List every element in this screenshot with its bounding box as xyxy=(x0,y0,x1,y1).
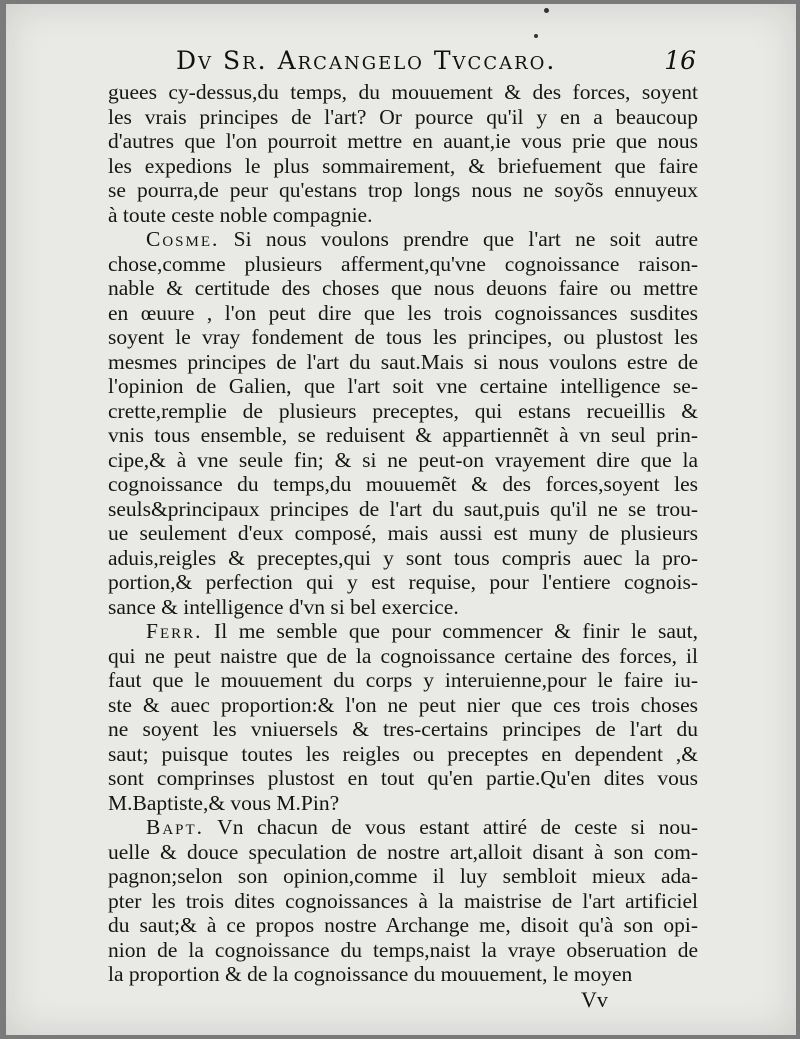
paragraph xyxy=(108,619,698,815)
line-text: portion,& perfection qui y est requise, pour l'entiere cognois- xyxy=(108,570,698,594)
speaker-name: Ferr. xyxy=(146,619,203,643)
text-line xyxy=(108,325,698,350)
line-text: qui ne peut naistre que de la cognoissance certaine des forces, il xyxy=(108,643,698,668)
body-text xyxy=(108,80,698,987)
catchword: Vv xyxy=(581,987,608,1012)
text-line xyxy=(108,252,698,277)
line-text: ne soyent les vniuersels & tres-certains principes de l'art du xyxy=(108,717,698,741)
line-text: Il me semble que pour commencer & finir le saut, xyxy=(214,619,699,643)
text-line xyxy=(108,717,698,742)
line-text: cognoissance du temps,du mouuemẽt & des forces,soyent les xyxy=(108,472,698,496)
line-text: sance & intelligence d'vn si bel exercice. xyxy=(108,594,459,619)
text-line xyxy=(108,497,698,522)
text-line xyxy=(108,840,698,865)
line-text: M.Baptiste,& vous M.Pin? xyxy=(108,790,340,815)
line-text: sont comprinses plustost en tout qu'en partie.Qu'en dites vous xyxy=(108,766,698,790)
text-line xyxy=(108,742,698,767)
line-text: ue seulement d'eux composé, mais aussi est muny de plusieurs xyxy=(108,521,698,545)
page-header xyxy=(176,46,696,80)
ink-speck xyxy=(544,8,549,13)
line-text: pter les trois dites cognoissances à la maistrise de l'art artificiel xyxy=(108,888,698,913)
ink-speck xyxy=(534,34,538,38)
line-text: Vn chacun de vous estant attiré de ceste si nou- xyxy=(217,815,698,839)
text-line xyxy=(108,791,698,816)
book-page xyxy=(6,4,796,1035)
text-line xyxy=(108,178,698,203)
line-text: les vrais principes de l'art? Or pource qu'il y en a beaucoup xyxy=(108,104,698,129)
text-line xyxy=(108,570,698,595)
line-text: Si nous voulons prendre que l'art ne soit autre xyxy=(233,227,699,251)
text-line xyxy=(108,105,698,130)
text-line xyxy=(108,815,698,840)
text-line xyxy=(108,521,698,546)
text-line xyxy=(108,619,698,644)
text-line xyxy=(108,423,698,448)
text-line xyxy=(108,80,698,105)
running-title: Dv Sr. Arcangelo Tvccaro. xyxy=(176,46,557,75)
line-text: nion de la cognoissance du temps,naist la vraye obseruation de xyxy=(108,937,698,962)
text-line xyxy=(108,154,698,179)
line-text: nable & certitude des choses que nous deuons faire ou mettre xyxy=(108,276,698,300)
line-text: uelle & douce speculation de nostre art,alloit disant à son com- xyxy=(108,839,698,864)
line-text: chose,comme plusieurs afferment,qu'vne cognoissance raison- xyxy=(108,251,698,276)
line-text: vnis tous ensemble, se reduisent & appartiennẽt à vn seul prin- xyxy=(108,423,698,447)
speaker-name: Bapt. xyxy=(146,815,205,839)
line-text: cipe,& à vne seule fin; & si ne peut-on vrayement dire que la xyxy=(108,447,698,472)
line-text: ste & auec proportion:& l'on ne peut nier que ces trois choses xyxy=(108,692,698,717)
text-line xyxy=(108,399,698,424)
text-line xyxy=(108,374,698,399)
text-line xyxy=(108,350,698,375)
text-line xyxy=(108,668,698,693)
line-text: en œuure , l'on peut dire que les trois cognoissances susdites xyxy=(108,300,698,325)
text-line xyxy=(108,129,698,154)
line-text: soyent le vray fondement de tous les principes, ou plustost les xyxy=(108,325,698,349)
paragraph xyxy=(108,80,698,227)
line-text: l'opinion de Galien, que l'art soit vne certaine intelligence se- xyxy=(108,374,698,398)
line-text: les expedions le plus sommairement, & briefuement que faire xyxy=(108,153,698,178)
text-line xyxy=(108,693,698,718)
text-line xyxy=(108,227,698,252)
line-text: du saut;& à ce propos nostre Archange me, disoit qu'à son opi- xyxy=(108,913,698,937)
line-text: guees cy-dessus,du temps, du mouuement & des forces, soyent xyxy=(108,80,698,104)
text-line xyxy=(108,301,698,326)
line-text: se pourra,de peur qu'estans trop longs nous ne soyõs ennuyeux xyxy=(108,178,698,202)
line-text: la proportion & de la cognoissance du mouuement, le moyen xyxy=(108,962,633,986)
line-text: faut que le mouuement du corps y interuienne,pour le faire iu- xyxy=(108,668,698,692)
line-text: pagnon;selon son opinion,comme il luy sembloit mieux ada- xyxy=(108,864,698,888)
text-line xyxy=(108,644,698,669)
text-line xyxy=(108,546,698,571)
text-line xyxy=(108,472,698,497)
line-text: aduis,reigles & preceptes,qui y sont tous compris auec la pro- xyxy=(108,545,698,570)
text-line xyxy=(108,889,698,914)
line-text: à toute ceste noble compagnie. xyxy=(108,202,373,227)
line-text: saut; puisque toutes les reigles ou preceptes en dependent ,& xyxy=(108,741,698,766)
text-line xyxy=(108,766,698,791)
text-line xyxy=(108,864,698,889)
line-text: crette,remplie de plusieurs preceptes, qui estans recueillis & xyxy=(108,398,698,423)
text-line xyxy=(108,938,698,963)
text-line xyxy=(108,962,698,987)
speaker-name: Cosme. xyxy=(146,227,220,251)
page-number: 16 xyxy=(664,46,696,75)
line-text: d'autres que l'on pourroit mettre en auant,ie vous prie que nous xyxy=(108,129,698,153)
paragraph xyxy=(108,815,698,987)
text-line xyxy=(108,448,698,473)
text-line xyxy=(108,276,698,301)
line-text: seuls&principaux principes de l'art du saut,puis qu'il ne se trou- xyxy=(108,496,698,521)
text-line xyxy=(108,203,698,228)
paragraph xyxy=(108,227,698,619)
line-text: mesmes principes de l'art du saut.Mais si nous voulons estre de xyxy=(108,349,698,374)
text-line xyxy=(108,913,698,938)
text-line xyxy=(108,595,698,620)
